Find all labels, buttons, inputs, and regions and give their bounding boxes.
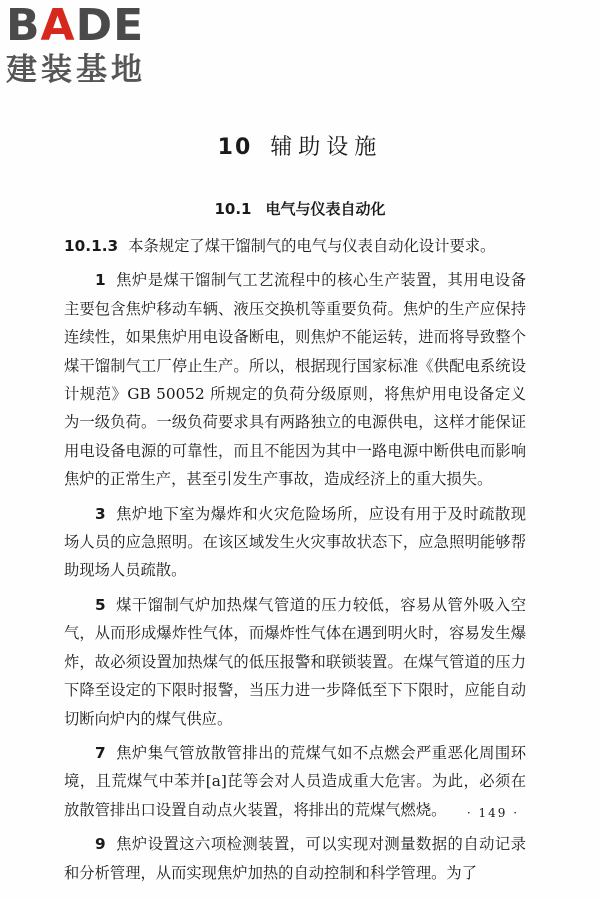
item-text: 焦炉是煤干馏制气工艺流程中的核心生产装置，其用电设备主要包含焦炉移动车辆、液压交换机等重要负荷。焦炉的生产应保持连续性，如果焦炉用电设备断电，则焦炉不能运转，进而将导致整个煤干馏制气工厂停止生产。所以，根据现行国家标准《供配电系统设计规范》GB 50052 所规定的负荷分级原则，将焦炉用电设备定义为一级负荷。一级负荷要求具有两路独立的电源供电，这样才能保证用电设备电源的可靠性，而且不能因为其中一路电源中断供电而影响焦炉的正常生产，甚至引发生产事故，造成经济上的重大损失。 — [64, 271, 526, 489]
item-paragraph — [64, 830, 526, 887]
item-text: 焦炉集气管放散管排出的荒煤气如不点燃会严重恶化周围环境，且荒煤气中苯并[a]芘等会对人员造成重大危害。为此，必须在放散管排出口设置自动点火装置，将排出的荒煤气燃烧。 — [64, 743, 526, 819]
page-number: · 149 · — [466, 806, 520, 820]
item-paragraph — [64, 591, 526, 733]
logo-letter: B — [6, 0, 41, 51]
publisher-logo — [6, 0, 176, 88]
chapter-title — [0, 130, 600, 161]
item-text: 煤干馏制气炉加热煤气管道的压力较低，容易从管外吸入空气，从而形成爆炸性气体，而爆炸性气体在遇到明火时，容易发生爆炸，故必须设置加热煤气的低压报警和联锁装置。在煤气管道的压力下降至设定的下限时报警，当压力进一步降低至下下限时，应能自动切断向炉内的煤气供应。 — [64, 595, 526, 728]
logo-wordmark — [6, 0, 176, 51]
body-text — [64, 232, 526, 893]
item-text: 焦炉设置这六项检测装置，可以实现对测量数据的自动记录和分析管理，从而实现焦炉加热的自动控制和科学管理。为了 — [64, 835, 526, 882]
item-number: 1 — [95, 271, 106, 290]
section-name: 电气与仪表自动化 — [265, 200, 386, 218]
clause-paragraph — [64, 232, 526, 260]
item-number: 7 — [95, 743, 106, 762]
item-number: 5 — [95, 595, 106, 614]
section-number: 10.1 — [214, 200, 252, 218]
item-text: 焦炉地下室为爆炸和火灾危险场所，应设有用于及时疏散现场人员的应急照明。在该区域发生火灾事故状态下，应急照明能够帮助现场人员疏散。 — [64, 504, 526, 580]
item-number: 3 — [95, 504, 106, 523]
section-title — [0, 198, 600, 219]
clause-text: 本条规定了煤干馏制气的电气与仪表自动化设计要求。 — [128, 237, 496, 255]
clause-number: 10.1.3 — [64, 237, 119, 255]
logo-subtitle: 建装基地 — [6, 52, 146, 88]
logo-letter: DE — [75, 0, 145, 51]
item-paragraph — [64, 266, 526, 493]
logo-accent-letter: A — [40, 0, 76, 51]
item-paragraph — [64, 500, 526, 585]
chapter-number: 10 — [217, 135, 253, 160]
item-paragraph — [64, 739, 526, 824]
item-number: 9 — [95, 835, 106, 854]
chapter-name: 辅助设施 — [270, 135, 383, 160]
